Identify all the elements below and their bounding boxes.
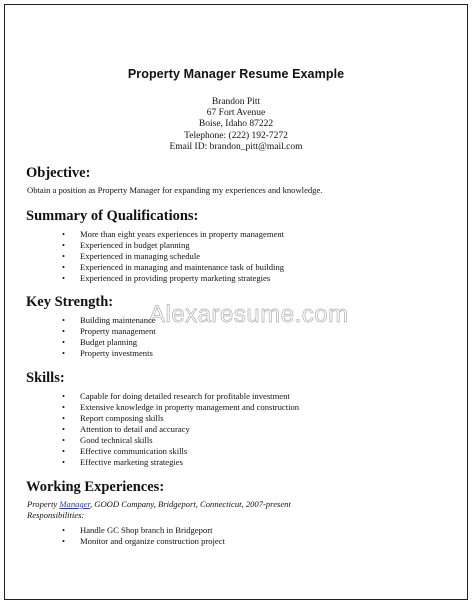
bullet-glyph: •: [62, 315, 66, 325]
skills-heading: Skills:: [26, 370, 65, 386]
bullet-glyph: •: [62, 413, 66, 423]
list-item: • Property management: [62, 326, 156, 336]
bullet-glyph: •: [62, 251, 66, 261]
list-item: • Capable for doing detailed research for profitable investment: [62, 391, 290, 401]
bullet-glyph: •: [62, 536, 66, 546]
resume-content: [5, 5, 467, 599]
list-item: • Experienced in budget planning: [62, 240, 190, 250]
bullet-glyph: •: [62, 240, 66, 250]
bullet-glyph: •: [62, 326, 66, 336]
list-item: • Effective communication skills: [62, 446, 188, 456]
strengths-heading: Key Strength:: [26, 294, 114, 310]
bullet-glyph: •: [62, 402, 66, 412]
contact-city: Boise, Idaho 87222: [198, 119, 274, 130]
skills-list: [62, 391, 299, 468]
job-line: Property Manager, GOOD Company, Bridgeport, Connecticut, 2007-present: [27, 499, 291, 509]
bullet-glyph: •: [62, 348, 66, 358]
document-title: Property Manager Resume Example: [127, 67, 345, 81]
list-item: • Attention to detail and accuracy: [62, 424, 190, 434]
list-item: • Handle GC Shop branch in Bridgeport: [62, 525, 213, 535]
qualifications-list: [62, 229, 284, 284]
strengths-list: [62, 315, 156, 359]
bullet-glyph: •: [62, 229, 66, 239]
bullet-glyph: •: [62, 262, 66, 272]
experience-heading: Working Experiences:: [26, 479, 165, 495]
list-item: • Monitor and organize construction project: [62, 536, 225, 546]
list-item: • Building maintenance: [62, 315, 156, 325]
resume-page: [4, 4, 468, 600]
watermark-text: Alexaresume.com: [149, 301, 349, 328]
contact-block: [5, 97, 467, 153]
list-item: • Experienced in providing property marketing strategies: [62, 273, 271, 283]
contact-street: 67 Fort Avenue: [206, 108, 266, 119]
bullet-glyph: •: [62, 337, 66, 347]
bullet-glyph: •: [62, 525, 66, 535]
list-item: • Extensive knowledge in property management and construction: [62, 402, 300, 412]
contact-telephone: Telephone: (222) 192-7272: [184, 130, 288, 141]
job-entry: [27, 499, 291, 520]
bullet-glyph: •: [62, 446, 66, 456]
manager-link[interactable]: Manager: [59, 499, 90, 509]
responsibilities-list: [62, 525, 225, 547]
objective-heading: Objective:: [26, 165, 91, 181]
list-item: • Effective marketing strategies: [62, 457, 183, 467]
list-item: • Good technical skills: [62, 435, 153, 445]
bullet-glyph: •: [62, 424, 66, 434]
list-item: • Budget planning: [62, 337, 138, 347]
list-item: • Report composing skills: [62, 413, 164, 423]
list-item: • Property investments: [62, 348, 153, 358]
qualifications-heading: Summary of Qualifications:: [26, 208, 199, 224]
list-item: • More than eight years experiences in property management: [62, 229, 285, 239]
contact-email: Email ID: brandon_pitt@mail.com: [169, 141, 303, 152]
bullet-glyph: •: [62, 435, 66, 445]
bullet-glyph: •: [62, 273, 66, 283]
list-item: • Experienced in managing and maintenance task of building: [62, 262, 285, 272]
contact-name: Brandon Pitt: [211, 97, 261, 107]
list-item: • Experienced in managing schedule: [62, 251, 201, 261]
responsibilities-label: Responsibilities:: [27, 509, 85, 520]
objective-text: Obtain a position as Property Manager for expanding my experiences and knowledge.: [27, 185, 323, 195]
bullet-glyph: •: [62, 391, 66, 401]
bullet-glyph: •: [62, 457, 66, 467]
